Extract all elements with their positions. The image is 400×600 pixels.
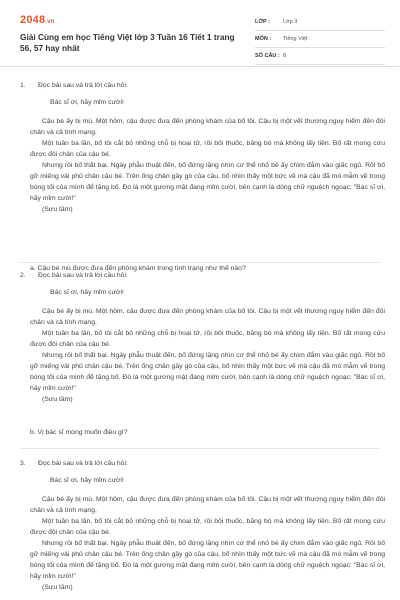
meta-label: SỐ CÂU : xyxy=(255,53,280,59)
passage-paragraph: Một tuần ba lần, bố tôi cắt bỏ những chỗ bị hoại tử, rồi bôi thuốc, băng bó mà không lấy tiền. Bố rất mong cứu được đôi chân của cậu bé. xyxy=(30,518,385,536)
passage-title: Bác sĩ ơi, hãy mỉm cười! xyxy=(50,477,124,484)
question-separator xyxy=(20,262,380,263)
passage-source: (Sưu tầm) xyxy=(42,206,73,213)
passage-paragraph: Nhưng rồi bố thất bại. Ngày phẫu thuật đến, bố đứng lặng nhìn cơ thể nhỏ bé ấy chìm đắm vào giấc ngủ. Rồi bố gỡ miếng vải phủ chân cậu bé. Trên ống chân gầy gò của cậu, bố nhìn thấy một bức vẽ mà cậu đã mò mẫm vẽ trong bóng tối của mình để tặng bố. Đó là một gương mặt đang mỉm cười, bên cạnh là dòng chữ nguệch ngoạc: "Bác sĩ ơi, hãy mỉm cười!" xyxy=(30,352,385,392)
document-title: Giải Cùng em học Tiếng Việt lớp 3 Tuần 16 Tiết 1 trang 56, 57 hay nhất xyxy=(20,32,235,53)
passage-paragraph: Nhưng rồi bố thất bại. Ngày phẫu thuật đến, bố đứng lặng nhìn cơ thể nhỏ bé ấy chìm đắm vào giấc ngủ. Rồi bố gỡ miếng vải phủ chân cậu bé. Trên ống chân gầy gò của cậu, bố nhìn thấy một bức vẽ mà cậu đã mò mẫm vẽ trong bóng tối của mình để tặng bố. Đó là một gương mặt đang mỉm cười, bên cạnh là dòng chữ nguệch ngoạc: "Bác sĩ ơi, hãy mỉm cười!" xyxy=(30,540,385,580)
question-number: 1. xyxy=(20,82,26,89)
sub-question: a. Cậu bé mù được đưa đến phòng khám trong tình trạng như thế nào? xyxy=(30,265,246,272)
passage-paragraph: Một tuần ba lần, bố tôi cắt bỏ những chỗ bị hoại tử, rồi bôi thuốc, băng bó mà không lấy tiền. Bố rất mong cứu được đôi chân của cậu bé. xyxy=(30,140,385,158)
passage-paragraph: Nhưng rồi bố thất bại. Ngày phẫu thuật đến, bố đứng lặng nhìn cơ thể nhỏ bé ấy chìm đắm vào giấc ngủ. Rồi bố gỡ miếng vải phủ chân cậu bé. Trên ống chân gầy gò của cậu, bố nhìn thấy một bức vẽ mà cậu đã mò mẫm vẽ trong bóng tối của mình để tặng bố. Đó là một gương mặt đang mỉm cười, bên cạnh là dòng chữ nguệch ngoạc: "Bác sĩ ơi, hãy mỉm cười!" xyxy=(30,162,385,202)
question-block-3 xyxy=(20,458,390,600)
header-divider xyxy=(0,66,400,67)
question-number: 3. xyxy=(20,460,26,467)
question-block-1 xyxy=(20,80,390,270)
meta-table xyxy=(255,14,385,65)
meta-value: Lớp 3 xyxy=(283,19,298,25)
meta-value: 8 xyxy=(283,53,287,59)
sub-question: b. Vị bác sĩ mong muốn điều gì? xyxy=(30,429,128,436)
passage-body xyxy=(30,306,385,405)
meta-row-class xyxy=(255,14,385,31)
meta-row-count xyxy=(255,48,385,65)
meta-value: Tiếng Việt xyxy=(283,36,308,42)
passage-paragraph: Cậu bé ấy bị mù. Một hôm, cậu được đưa đến phòng khám của bố tôi. Cậu bị một vết thương nguy hiểm đến đôi chân và cả tính mạng. xyxy=(30,496,385,514)
passage-source: (Sưu tầm) xyxy=(42,396,73,403)
question-prompt: Đọc bài sau và trả lời câu hỏi: xyxy=(38,82,128,89)
meta-row-subject xyxy=(255,31,385,48)
passage-paragraph: Một tuần ba lần, bố tôi cắt bỏ những chỗ bị hoại tử, rồi bôi thuốc, băng bó mà không lấy tiền. Bố rất mong cứu được đôi chân của cậu bé. xyxy=(30,330,385,348)
site-logo[interactable]: 2048.vn xyxy=(20,14,55,26)
passage-paragraph: Cậu bé ấy bị mù. Một hôm, cậu được đưa đến phòng khám của bố tôi. Cậu bị một vết thương nguy hiểm đến đôi chân và cả tính mạng. xyxy=(30,308,385,326)
meta-label: LỚP : xyxy=(255,19,270,25)
passage-title: Bác sĩ ơi, hãy mỉm cười! xyxy=(50,289,124,296)
question-number: 2. xyxy=(20,272,26,279)
page-header xyxy=(0,0,400,64)
passage-paragraph: Cậu bé ấy bị mù. Một hôm, cậu được đưa đến phòng khám của bố tôi. Cậu bị một vết thương nguy hiểm đến đôi chân và cả tính mạng. xyxy=(30,118,385,136)
passage-body xyxy=(30,494,385,593)
question-prompt: Đọc bài sau và trả lời câu hỏi: xyxy=(38,460,128,467)
passage-title: Bác sĩ ơi, hãy mỉm cười! xyxy=(50,99,124,106)
passage-body xyxy=(30,116,385,215)
passage-source: (Sưu tầm) xyxy=(42,584,73,591)
question-separator xyxy=(20,448,380,449)
question-block-2 xyxy=(20,270,390,460)
question-prompt: Đọc bài sau và trả lời câu hỏi: xyxy=(38,272,128,279)
meta-label: MÔN : xyxy=(255,36,272,42)
